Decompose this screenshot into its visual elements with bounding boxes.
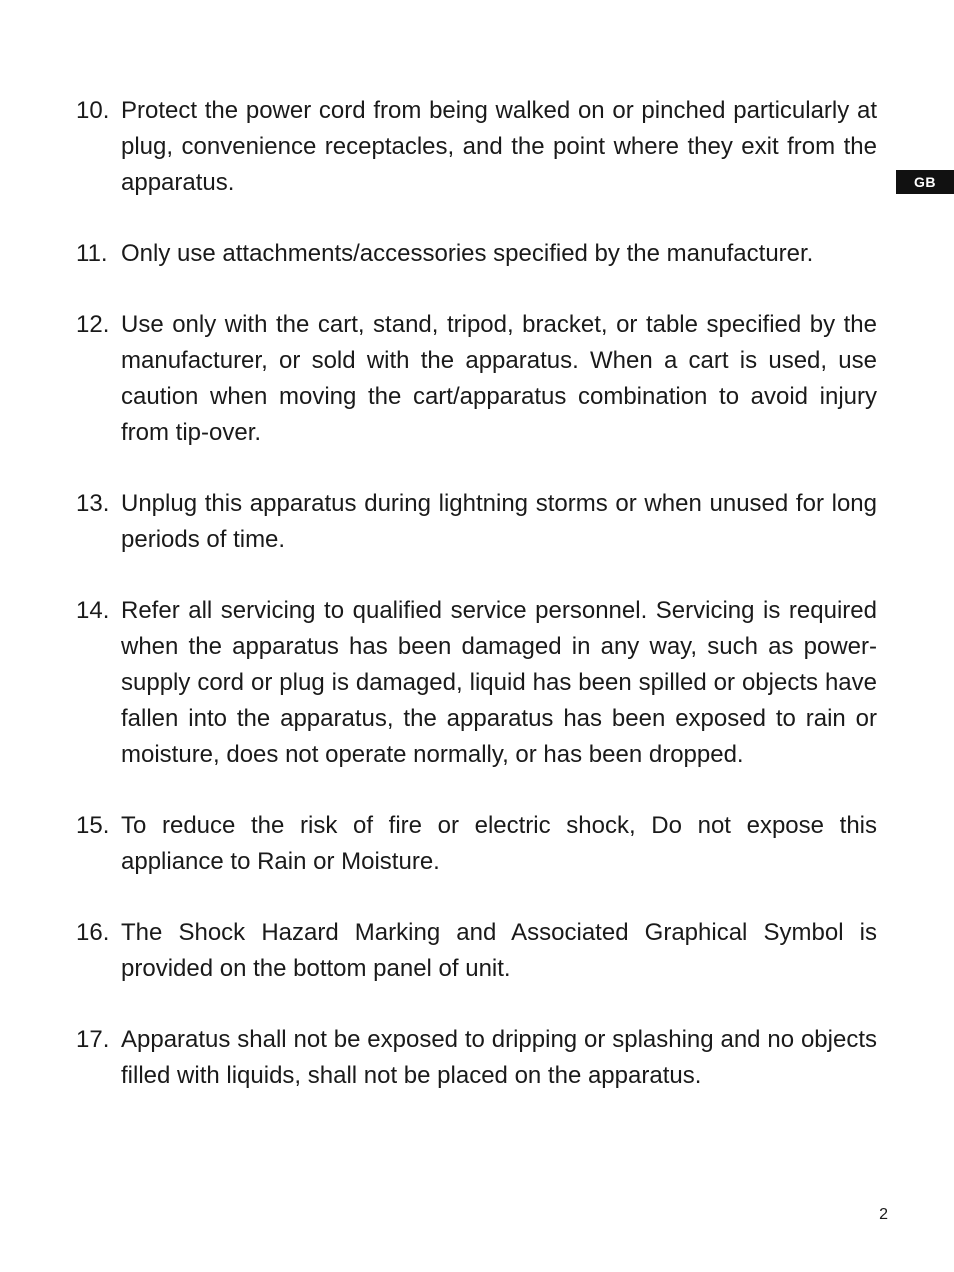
item-text: Protect the power cord from being walked on or pinched particularly at plug, convenience receptacles, and the point where they exit from the apparatus. [121, 97, 877, 196]
item-number: 13. [76, 490, 110, 517]
list-item [76, 915, 877, 987]
list-item [76, 593, 877, 773]
safety-instructions-list [76, 93, 877, 1129]
item-text: To reduce the risk of fire or electric shock, Do not expose this appliance to Rain or Moisture. [121, 812, 877, 875]
item-text: The Shock Hazard Marking and Associated Graphical Symbol is provided on the bottom panel of unit. [121, 919, 877, 982]
item-number: 15. [76, 812, 110, 839]
list-item [76, 1022, 877, 1094]
item-number: 10. [76, 97, 110, 124]
item-number: 12. [76, 311, 110, 338]
page-number: 2 [879, 1206, 888, 1223]
list-item [76, 808, 877, 880]
item-text: Apparatus shall not be exposed to dripping or splashing and no objects filled with liquids, shall not be placed on the apparatus. [121, 1026, 877, 1089]
list-item [76, 93, 877, 201]
item-number: 14. [76, 597, 110, 624]
item-number: 11. [76, 240, 108, 267]
item-number: 16. [76, 919, 110, 946]
list-item [76, 486, 877, 558]
language-tab: GB [896, 170, 954, 194]
list-item [76, 307, 877, 451]
item-text: Unplug this apparatus during lightning storms or when unused for long periods of time. [121, 490, 877, 553]
item-number: 17. [76, 1026, 110, 1053]
list-item [76, 236, 877, 272]
item-text: Use only with the cart, stand, tripod, bracket, or table specified by the manufacturer, or sold with the apparatus. When a cart is used, use caution when moving the cart/apparatus combination to avoid injury from tip-over. [121, 311, 877, 446]
item-text: Only use attachments/accessories specified by the manufacturer. [121, 240, 814, 267]
item-text: Refer all servicing to qualified service personnel. Servicing is required when the apparatus has been damaged in any way, such as power-supply cord or plug is damaged, liquid has been spilled or objects have fallen into the apparatus, the apparatus has been exposed to rain or moisture, does not operate normally, or has been dropped. [121, 597, 877, 768]
